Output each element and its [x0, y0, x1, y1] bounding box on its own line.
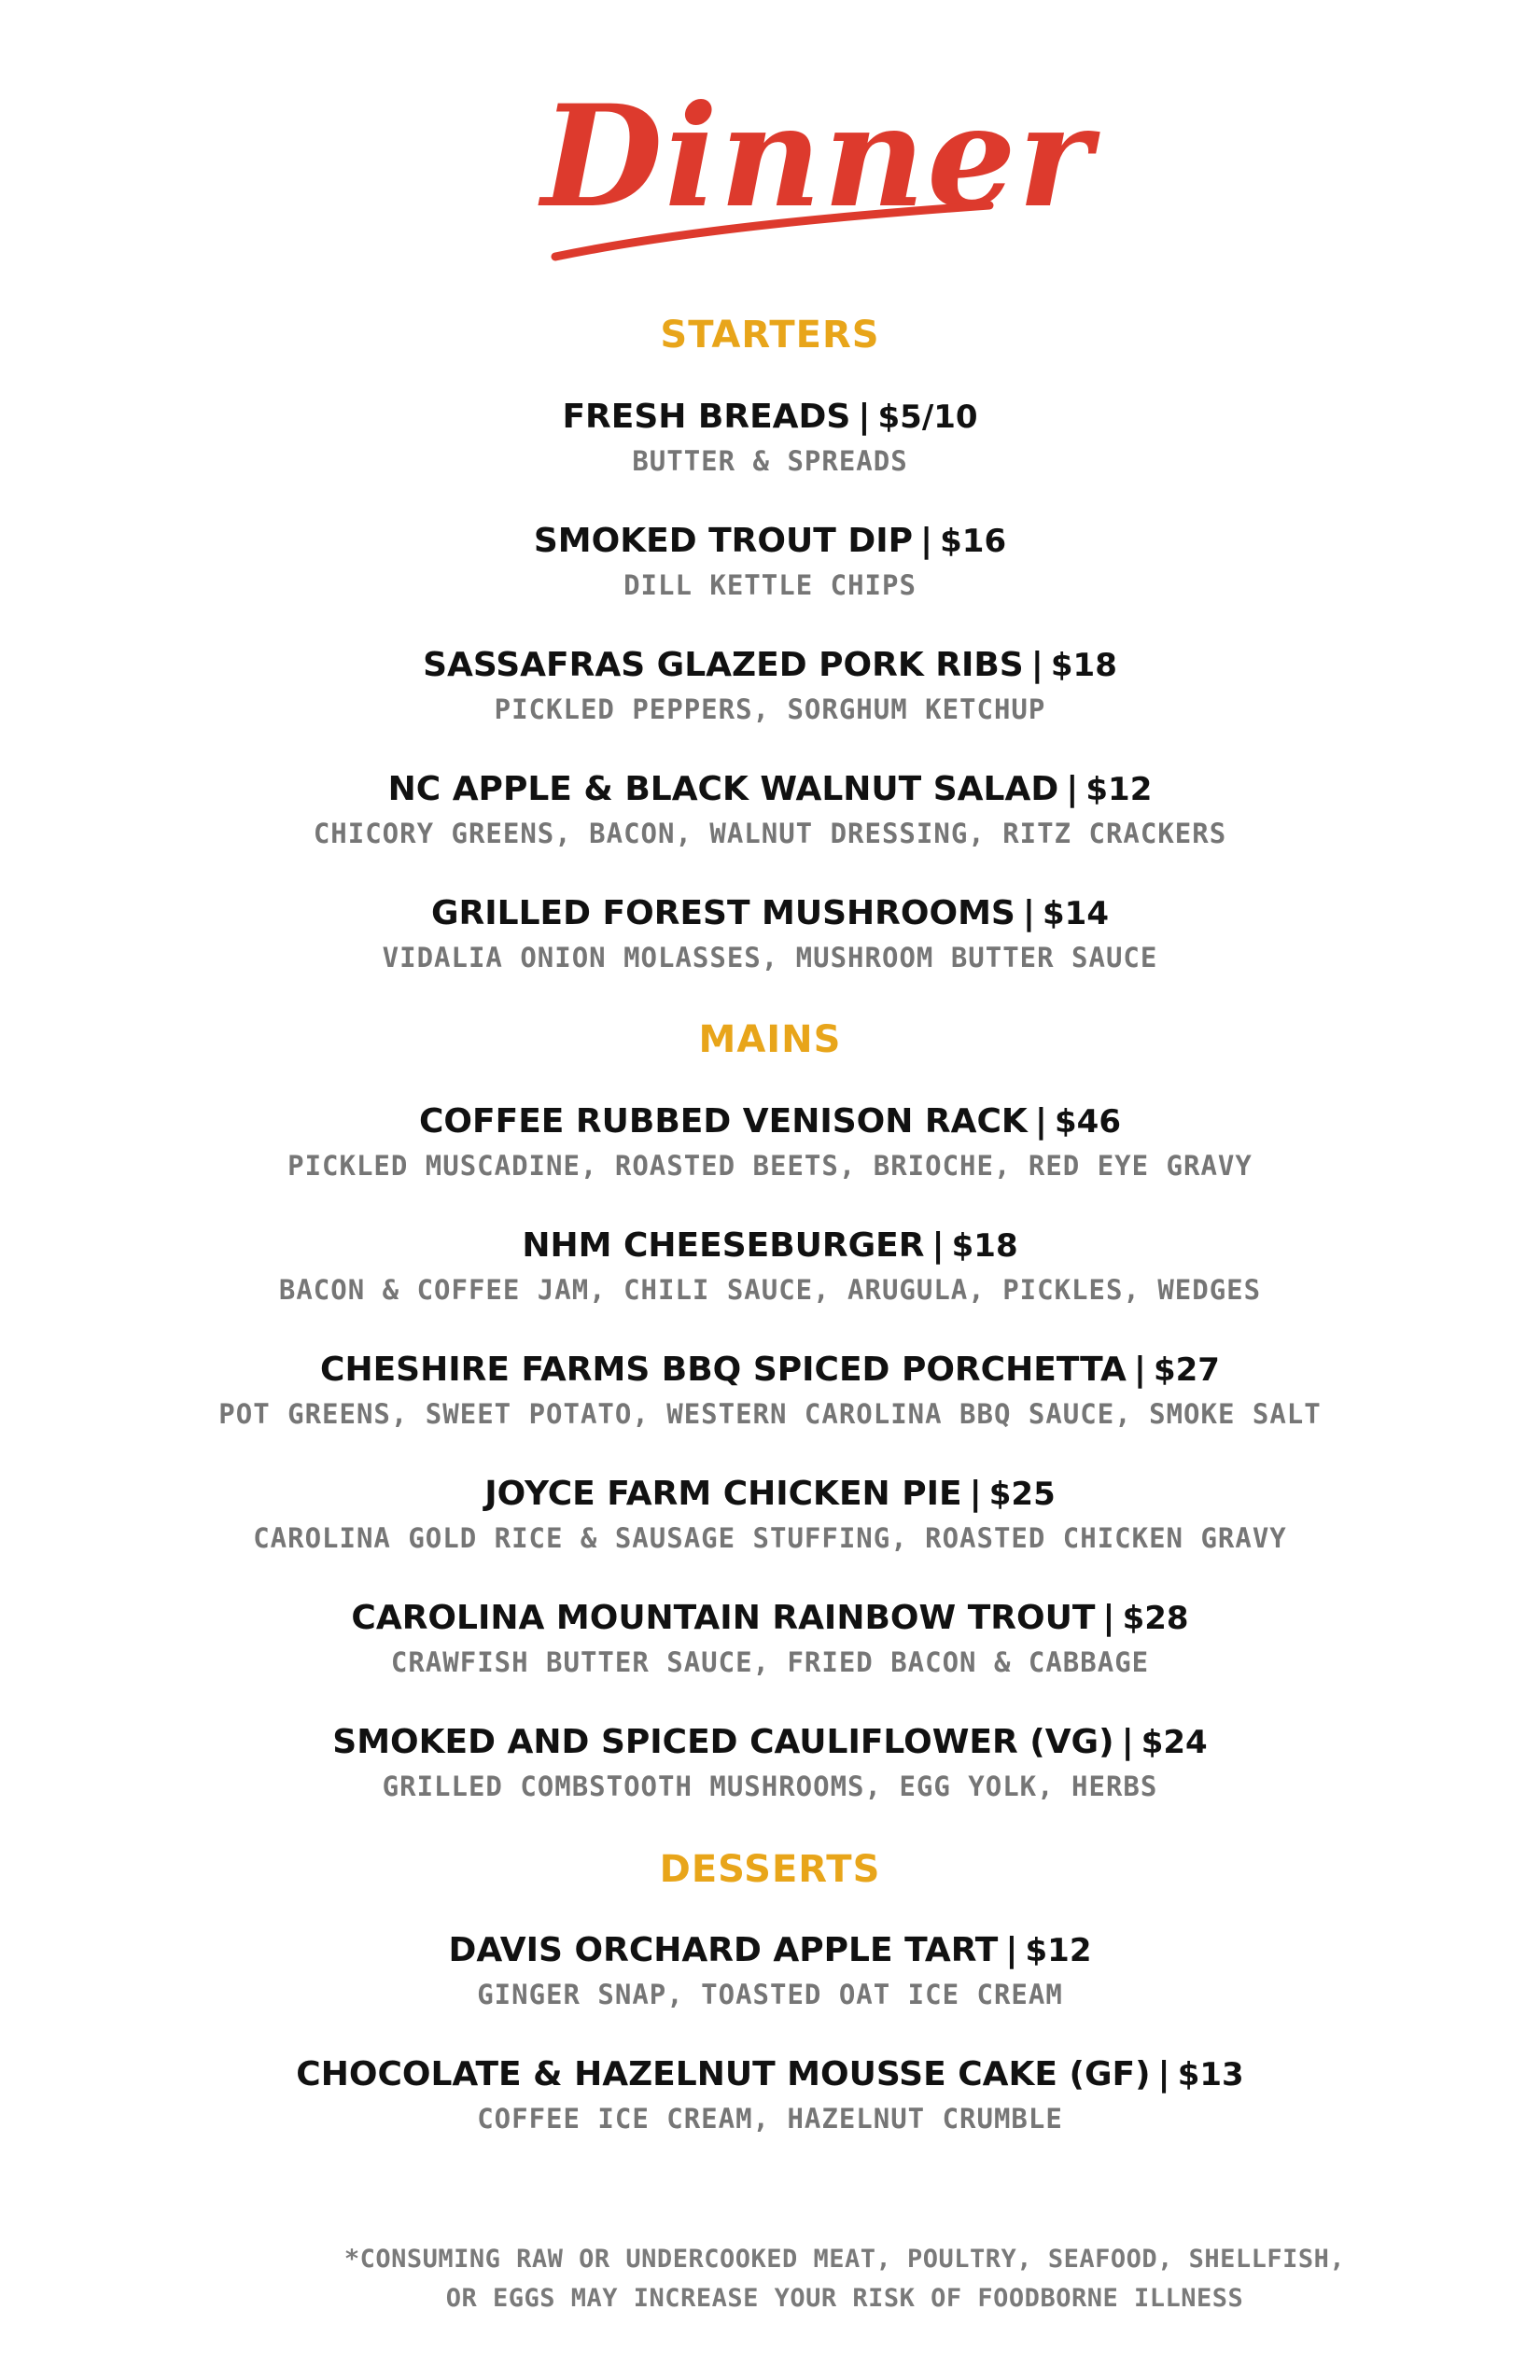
item-name: GRILLED FOREST MUSHROOMS: [430, 894, 1015, 932]
price-separator: |: [1133, 1351, 1146, 1389]
menu-item: [0, 1930, 1540, 2012]
item-price: $16: [940, 523, 1007, 560]
item-name: SASSAFRAS GLAZED PORK RIBS: [423, 646, 1024, 684]
menu-title: [0, 65, 1540, 280]
menu-item: [0, 397, 1540, 479]
item-price: $12: [1085, 771, 1153, 808]
item-title-line: [0, 769, 1540, 810]
item-title-line: [0, 1350, 1540, 1391]
item-description: DILL KETTLE CHIPS: [623, 569, 917, 601]
page-title: Dinner: [541, 75, 1094, 239]
item-name: DAVIS ORCHARD APPLE TART: [448, 1931, 999, 1969]
price-separator: |: [919, 522, 933, 560]
price-separator: |: [1157, 2055, 1170, 2093]
item-name: SMOKED TROUT DIP: [533, 522, 913, 560]
section-heading-mains: MAINS: [698, 1018, 842, 1061]
price-separator: |: [1005, 1931, 1018, 1969]
menu-item: [0, 1225, 1540, 1308]
item-description: GRILLED COMBSTOOTH MUSHROOMS, EGG YOLK, HERBS: [382, 1771, 1158, 1802]
price-separator: |: [1034, 1102, 1047, 1141]
item-name: NC APPLE & BLACK WALNUT SALAD: [387, 770, 1059, 808]
dinner-script-logo: [523, 65, 1094, 280]
item-name: CAROLINA MOUNTAIN RAINBOW TROUT: [351, 1599, 1096, 1637]
menu-item: [0, 1101, 1540, 1183]
item-title-line: [0, 1930, 1540, 1971]
item-title-line: [0, 645, 1540, 686]
item-price: $27: [1153, 1351, 1220, 1389]
item-description: COFFEE ICE CREAM, HAZELNUT CRUMBLE: [477, 2103, 1063, 2135]
food-safety-disclaimer: [308, 2240, 1381, 2318]
item-price: $25: [988, 1476, 1056, 1513]
item-title-line: [0, 893, 1540, 934]
item-title-line: [0, 1225, 1540, 1267]
menu-item: [0, 521, 1540, 603]
item-name: CHOCOLATE & HAZELNUT MOUSSE CAKE (GF): [296, 2055, 1151, 2093]
disclaimer-line-1: *CONSUMING RAW OR UNDERCOOKED MEAT, POULTRY, SEAFOOD, SHELLFISH,: [343, 2245, 1346, 2274]
price-separator: |: [1102, 1599, 1115, 1637]
item-title-line: [0, 1474, 1540, 1515]
item-title-line: [0, 1722, 1540, 1763]
item-price: $18: [951, 1227, 1018, 1265]
menu-item: [0, 1350, 1540, 1432]
item-description: PICKLED MUSCADINE, ROASTED BEETS, BRIOCHE, RED EYE GRAVY: [287, 1150, 1253, 1182]
item-title-line: [0, 521, 1540, 562]
price-separator: |: [1022, 894, 1036, 932]
item-title-line: [0, 397, 1540, 438]
item-price: $12: [1025, 1932, 1092, 1969]
price-separator: |: [1030, 646, 1043, 684]
menu-item: [0, 893, 1540, 975]
item-description: BACON & COFFEE JAM, CHILI SAUCE, ARUGULA, PICKLES, WEDGES: [278, 1274, 1262, 1306]
item-description: CHICORY GREENS, BACON, WALNUT DRESSING, RITZ CRACKERS: [313, 818, 1227, 849]
item-price: $18: [1050, 647, 1117, 684]
item-price: $13: [1177, 2056, 1244, 2093]
price-separator: |: [969, 1475, 982, 1513]
item-description: POT GREENS, SWEET POTATO, WESTERN CAROLINA BBQ SAUCE, SMOKE SALT: [218, 1398, 1322, 1430]
item-price: $46: [1055, 1103, 1121, 1141]
item-name: SMOKED AND SPICED CAULIFLOWER (VG): [332, 1723, 1114, 1761]
item-price: $24: [1141, 1724, 1208, 1761]
item-description: CAROLINA GOLD RICE & SAUSAGE STUFFING, ROASTED CHICKEN GRAVY: [253, 1522, 1287, 1554]
price-separator: |: [1121, 1723, 1134, 1761]
menu-item: [0, 769, 1540, 851]
menu-item: [0, 645, 1540, 727]
price-separator: |: [1066, 770, 1079, 808]
item-name: NHM CHEESEBURGER: [522, 1226, 925, 1265]
menu-item: [0, 1474, 1540, 1556]
section-heading-desserts: DESSERTS: [659, 1848, 881, 1891]
menu-item: [0, 1722, 1540, 1804]
item-description: CRAWFISH BUTTER SAUCE, FRIED BACON & CABBAGE: [390, 1646, 1150, 1678]
menu-item: [0, 1598, 1540, 1680]
price-separator: |: [931, 1226, 945, 1265]
item-title-line: [0, 1101, 1540, 1142]
item-description: GINGER SNAP, TOASTED OAT ICE CREAM: [477, 1979, 1063, 2010]
item-price: $28: [1122, 1600, 1189, 1637]
item-name: JOYCE FARM CHICKEN PIE: [484, 1475, 962, 1513]
section-heading-starters: STARTERS: [660, 314, 880, 357]
item-title-line: [0, 2054, 1540, 2095]
item-title-line: [0, 1598, 1540, 1639]
item-description: BUTTER & SPREADS: [632, 445, 908, 477]
item-description: VIDALIA ONION MOLASSES, MUSHROOM BUTTER SAUCE: [382, 942, 1158, 973]
disclaimer-line-2: OR EGGS MAY INCREASE YOUR RISK OF FOODBORNE ILLNESS: [445, 2284, 1244, 2313]
price-separator: |: [858, 398, 871, 436]
item-description: PICKLED PEPPERS, SORGHUM KETCHUP: [494, 693, 1046, 725]
item-price: $5/10: [877, 399, 978, 436]
item-name: CHESHIRE FARMS BBQ SPICED PORCHETTA: [320, 1351, 1127, 1389]
item-price: $14: [1043, 895, 1109, 932]
item-name: COFFEE RUBBED VENISON RACK: [419, 1102, 1028, 1141]
menu-item: [0, 2054, 1540, 2136]
item-name: FRESH BREADS: [562, 398, 851, 436]
